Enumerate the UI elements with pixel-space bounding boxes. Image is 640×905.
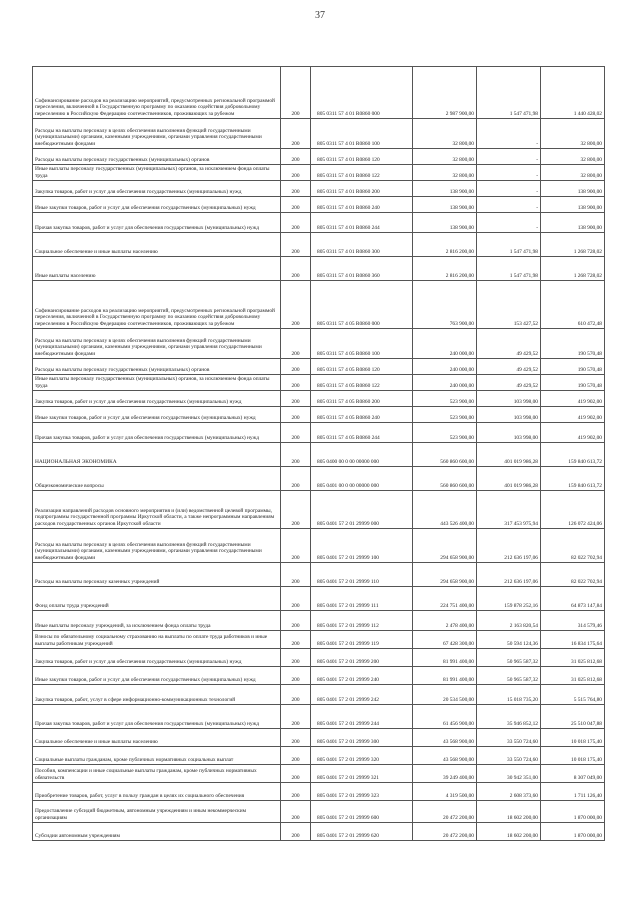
row-admin-code-cell: 200 xyxy=(281,529,311,563)
row-unexecuted-amount-cell: 419 902,00 xyxy=(541,407,605,423)
row-classification-code-cell: 805 0401 57 2 01 29999 111 xyxy=(311,587,413,611)
row-classification-code-cell: 805 0401 57 2 01 29999 200 xyxy=(311,649,413,667)
row-admin-code-cell: 200 xyxy=(281,443,311,467)
row-executed-amount-cell: 103 998,00 xyxy=(477,407,541,423)
row-name-cell: Прочая закупка товаров, работ и услуг для обеспечения государственных (муниципальных) нужд xyxy=(33,705,281,729)
row-unexecuted-amount-cell: 1 440 428,02 xyxy=(541,67,605,119)
row-approved-amount-cell: 523 900,00 xyxy=(413,391,477,407)
row-classification-code-cell: 805 0311 57 4 05 R0860 200 xyxy=(311,391,413,407)
row-admin-code-cell: 200 xyxy=(281,823,311,841)
row-admin-code-cell: 200 xyxy=(281,197,311,213)
row-executed-amount-cell: - xyxy=(477,213,541,233)
table-row xyxy=(33,329,605,359)
row-name-cell: Иные закупки товаров, работ и услуг для обеспечения государственных (муниципальных) нужд xyxy=(33,197,281,213)
row-approved-amount-cell: 39 249 400,00 xyxy=(413,765,477,783)
table-row xyxy=(33,467,605,491)
table-row xyxy=(33,823,605,841)
row-approved-amount-cell: 240 000,00 xyxy=(413,375,477,391)
row-approved-amount-cell: 294 658 900,00 xyxy=(413,563,477,587)
row-executed-amount-cell: 49 429,52 xyxy=(477,329,541,359)
row-executed-amount-cell: 49 429,52 xyxy=(477,359,541,375)
row-unexecuted-amount-cell: 82 022 702,94 xyxy=(541,563,605,587)
row-approved-amount-cell: 43 568 900,00 xyxy=(413,729,477,747)
row-unexecuted-amount-cell: 5 515 764,80 xyxy=(541,685,605,705)
row-executed-amount-cell: 35 946 852,12 xyxy=(477,705,541,729)
row-name-cell: Расходы на выплаты персоналу в целях обеспечения выполнения функций государственными (муниципальными) органами, казенными учреждениями, органами управления государственными внебюджетными фондами xyxy=(33,329,281,359)
table-row xyxy=(33,611,605,631)
row-executed-amount-cell: - xyxy=(477,149,541,165)
row-unexecuted-amount-cell: 190 570,48 xyxy=(541,359,605,375)
table-row xyxy=(33,149,605,165)
row-classification-code-cell: 805 0401 57 2 01 29999 240 xyxy=(311,667,413,685)
row-classification-code-cell: 805 0311 57 4 01 R0860 240 xyxy=(311,197,413,213)
row-name-cell: Предоставление субсидий бюджетным, автономным учреждениям и иным некоммерческим организациям xyxy=(33,801,281,823)
row-unexecuted-amount-cell: 32 800,00 xyxy=(541,119,605,149)
table-row xyxy=(33,67,605,119)
row-admin-code-cell: 200 xyxy=(281,747,311,765)
row-executed-amount-cell: 18 602 200,00 xyxy=(477,823,541,841)
row-approved-amount-cell: 240 000,00 xyxy=(413,359,477,375)
row-approved-amount-cell: 763 900,00 xyxy=(413,281,477,329)
row-classification-code-cell: 805 0401 57 2 01 29999 320 xyxy=(311,747,413,765)
row-classification-code-cell: 805 0311 57 4 05 R0860 120 xyxy=(311,359,413,375)
row-unexecuted-amount-cell: 32 800,00 xyxy=(541,165,605,181)
row-approved-amount-cell: 81 991 400,00 xyxy=(413,667,477,685)
row-approved-amount-cell: 2 816 200,00 xyxy=(413,257,477,281)
table-row xyxy=(33,685,605,705)
row-name-cell: Фонд оплаты труда учреждений xyxy=(33,587,281,611)
row-unexecuted-amount-cell: 10 018 175,40 xyxy=(541,729,605,747)
table-row xyxy=(33,197,605,213)
row-unexecuted-amount-cell: 419 902,00 xyxy=(541,391,605,407)
table-row xyxy=(33,705,605,729)
row-name-cell: Иные закупки товаров, работ и услуг для обеспечения государственных (муниципальных) нужд xyxy=(33,407,281,423)
row-classification-code-cell: 805 0401 57 2 01 29999 323 xyxy=(311,783,413,801)
row-classification-code-cell: 805 0311 57 4 01 R0860 100 xyxy=(311,119,413,149)
row-executed-amount-cell: 212 636 197,06 xyxy=(477,563,541,587)
row-classification-code-cell: 805 0401 57 2 01 29999 112 xyxy=(311,611,413,631)
row-classification-code-cell: 805 0311 57 4 01 R0860 244 xyxy=(311,213,413,233)
table-row xyxy=(33,233,605,257)
row-unexecuted-amount-cell: 64 873 147,84 xyxy=(541,587,605,611)
row-admin-code-cell: 200 xyxy=(281,213,311,233)
row-name-cell: Прочая закупка товаров, работ и услуг для обеспечения государственных (муниципальных) нужд xyxy=(33,213,281,233)
row-classification-code-cell: 805 0401 57 2 01 29999 100 xyxy=(311,529,413,563)
row-unexecuted-amount-cell: 138 900,00 xyxy=(541,181,605,197)
row-name-cell: Закупка товаров, работ и услуг для обеспечения государственных (муниципальных) нужд xyxy=(33,649,281,667)
row-name-cell: Иные закупки товаров, работ и услуг для обеспечения государственных (муниципальных) нужд xyxy=(33,667,281,685)
row-name-cell: Расходы на выплаты персоналу в целях обеспечения выполнения функций государственными (муниципальными) органами, казенными учреждениями, органами управления государственными внебюджетными фондами xyxy=(33,119,281,149)
row-admin-code-cell: 200 xyxy=(281,587,311,611)
row-admin-code-cell: 200 xyxy=(281,705,311,729)
row-classification-code-cell: 805 0401 57 2 01 29999 119 xyxy=(311,631,413,649)
row-admin-code-cell: 200 xyxy=(281,149,311,165)
row-executed-amount-cell: 1 547 471,98 xyxy=(477,257,541,281)
row-classification-code-cell: 805 0311 57 4 05 R0860 244 xyxy=(311,423,413,443)
budget-table-body xyxy=(33,67,605,841)
row-executed-amount-cell: 103 998,00 xyxy=(477,391,541,407)
row-classification-code-cell: 805 0311 57 4 05 R0860 240 xyxy=(311,407,413,423)
row-admin-code-cell: 200 xyxy=(281,631,311,649)
table-row xyxy=(33,491,605,529)
row-name-cell: Софинансирование расходов на реализацию мероприятий, предусмотренных региональной программой переселения, включенной в Государственную программу по оказанию содействия добровольному переселению в Российскую Федерацию соотечественников, проживающих за рубежом xyxy=(33,67,281,119)
row-name-cell: Расходы на выплаты персоналу государственных (муниципальных) органов xyxy=(33,149,281,165)
row-admin-code-cell: 200 xyxy=(281,391,311,407)
row-approved-amount-cell: 240 000,00 xyxy=(413,329,477,359)
table-row xyxy=(33,375,605,391)
row-name-cell: Взносы по обязательному социальному страхованию на выплаты по оплате труда работников и иные выплаты работникам учреждений xyxy=(33,631,281,649)
row-approved-amount-cell: 32 800,00 xyxy=(413,149,477,165)
row-approved-amount-cell: 4 319 500,00 xyxy=(413,783,477,801)
row-executed-amount-cell: 33 550 724,60 xyxy=(477,729,541,747)
table-row xyxy=(33,783,605,801)
row-unexecuted-amount-cell: 159 840 613,72 xyxy=(541,467,605,491)
table-row xyxy=(33,119,605,149)
row-executed-amount-cell: 15 018 735,20 xyxy=(477,685,541,705)
row-classification-code-cell: 805 0311 57 4 01 R0860 000 xyxy=(311,67,413,119)
row-name-cell: Общеэкономические вопросы xyxy=(33,467,281,491)
row-approved-amount-cell: 20 472 200,00 xyxy=(413,801,477,823)
row-executed-amount-cell: 103 998,00 xyxy=(477,423,541,443)
row-name-cell: Закупка товаров, работ и услуг для обеспечения государственных (муниципальных) нужд xyxy=(33,391,281,407)
row-executed-amount-cell: - xyxy=(477,165,541,181)
row-admin-code-cell: 200 xyxy=(281,407,311,423)
row-classification-code-cell: 805 0401 57 2 01 29999 242 xyxy=(311,685,413,705)
row-unexecuted-amount-cell: 25 510 047,88 xyxy=(541,705,605,729)
row-name-cell: Иные выплаты населению xyxy=(33,257,281,281)
row-approved-amount-cell: 443 526 400,00 xyxy=(413,491,477,529)
row-name-cell: Расходы на выплаты персоналу государственных (муниципальных) органов xyxy=(33,359,281,375)
row-approved-amount-cell: 560 860 600,00 xyxy=(413,443,477,467)
row-unexecuted-amount-cell: 190 570,48 xyxy=(541,329,605,359)
budget-table xyxy=(32,66,605,841)
row-unexecuted-amount-cell: 419 902,00 xyxy=(541,423,605,443)
row-approved-amount-cell: 67 428 300,00 xyxy=(413,631,477,649)
row-approved-amount-cell: 224 751 400,00 xyxy=(413,587,477,611)
row-classification-code-cell: 805 0401 57 2 01 29999 244 xyxy=(311,705,413,729)
row-unexecuted-amount-cell: 159 840 613,72 xyxy=(541,443,605,467)
row-unexecuted-amount-cell: 31 025 812,68 xyxy=(541,667,605,685)
row-approved-amount-cell: 138 900,00 xyxy=(413,181,477,197)
row-admin-code-cell: 200 xyxy=(281,119,311,149)
row-name-cell: Субсидии автономным учреждениям xyxy=(33,823,281,841)
row-unexecuted-amount-cell: 32 800,00 xyxy=(541,149,605,165)
table-row xyxy=(33,587,605,611)
table-row xyxy=(33,423,605,443)
row-admin-code-cell: 200 xyxy=(281,281,311,329)
row-classification-code-cell: 805 0400 00 0 00 00000 000 xyxy=(311,443,413,467)
row-admin-code-cell: 200 xyxy=(281,491,311,529)
row-name-cell: НАЦИОНАЛЬНАЯ ЭКОНОМИКА xyxy=(33,443,281,467)
row-classification-code-cell: 805 0311 57 4 05 R0860 100 xyxy=(311,329,413,359)
row-name-cell: Расходы на выплаты персоналу казенных учреждений xyxy=(33,563,281,587)
row-admin-code-cell: 200 xyxy=(281,375,311,391)
row-approved-amount-cell: 2 478 400,00 xyxy=(413,611,477,631)
row-approved-amount-cell: 523 900,00 xyxy=(413,407,477,423)
page-number: 37 xyxy=(315,10,325,21)
row-admin-code-cell: 200 xyxy=(281,165,311,181)
table-row xyxy=(33,391,605,407)
table-row xyxy=(33,631,605,649)
row-unexecuted-amount-cell: 1 268 728,02 xyxy=(541,257,605,281)
row-unexecuted-amount-cell: 10 018 175,40 xyxy=(541,747,605,765)
row-executed-amount-cell: 30 942 351,00 xyxy=(477,765,541,783)
row-approved-amount-cell: 523 900,00 xyxy=(413,423,477,443)
row-executed-amount-cell: - xyxy=(477,119,541,149)
row-name-cell: Социальное обеспечение и иные выплаты населению xyxy=(33,729,281,747)
row-approved-amount-cell: 32 800,00 xyxy=(413,165,477,181)
row-approved-amount-cell: 2 987 900,00 xyxy=(413,67,477,119)
row-name-cell: Иные выплаты персоналу учреждений, за исключением фонда оплаты труда xyxy=(33,611,281,631)
table-row xyxy=(33,747,605,765)
table-row xyxy=(33,563,605,587)
row-executed-amount-cell: 153 427,52 xyxy=(477,281,541,329)
row-classification-code-cell: 805 0401 57 2 01 29999 620 xyxy=(311,823,413,841)
table-row xyxy=(33,729,605,747)
row-admin-code-cell: 200 xyxy=(281,67,311,119)
table-row xyxy=(33,443,605,467)
row-classification-code-cell: 805 0401 00 0 00 00000 000 xyxy=(311,467,413,491)
row-admin-code-cell: 200 xyxy=(281,181,311,197)
row-executed-amount-cell: 50 594 124,36 xyxy=(477,631,541,649)
row-unexecuted-amount-cell: 16 834 175,64 xyxy=(541,631,605,649)
row-admin-code-cell: 200 xyxy=(281,611,311,631)
row-name-cell: Социальное обеспечение и иные выплаты населению xyxy=(33,233,281,257)
row-admin-code-cell: 200 xyxy=(281,233,311,257)
row-executed-amount-cell: 1 547 471,98 xyxy=(477,67,541,119)
row-executed-amount-cell: 49 429,52 xyxy=(477,375,541,391)
row-approved-amount-cell: 43 568 900,00 xyxy=(413,747,477,765)
row-admin-code-cell: 200 xyxy=(281,685,311,705)
row-approved-amount-cell: 32 800,00 xyxy=(413,119,477,149)
row-executed-amount-cell: 33 550 724,60 xyxy=(477,747,541,765)
row-executed-amount-cell: 401 019 986,28 xyxy=(477,467,541,491)
row-approved-amount-cell: 138 900,00 xyxy=(413,213,477,233)
row-name-cell: Закупка товаров, работ и услуг для обеспечения государственных (муниципальных) нужд xyxy=(33,181,281,197)
row-executed-amount-cell: 50 965 587,32 xyxy=(477,649,541,667)
row-name-cell: Социальные выплаты гражданам, кроме публичных нормативных социальных выплат xyxy=(33,747,281,765)
row-classification-code-cell: 805 0401 57 2 01 29999 110 xyxy=(311,563,413,587)
row-name-cell: Закупка товаров, работ, услуг в сфере информационно-коммуникационных технологий xyxy=(33,685,281,705)
row-admin-code-cell: 200 xyxy=(281,667,311,685)
row-unexecuted-amount-cell: 126 072 424,06 xyxy=(541,491,605,529)
table-row xyxy=(33,765,605,783)
row-name-cell: Расходы на выплаты персоналу в целях обеспечения выполнения функций государственными (муниципальными) органами, казенными учреждениями, органами управления государственными внебюджетными фондами xyxy=(33,529,281,563)
row-unexecuted-amount-cell: 8 307 049,00 xyxy=(541,765,605,783)
row-classification-code-cell: 805 0311 57 4 05 R0860 000 xyxy=(311,281,413,329)
row-admin-code-cell: 200 xyxy=(281,359,311,375)
row-executed-amount-cell: 50 965 587,32 xyxy=(477,667,541,685)
table-row xyxy=(33,281,605,329)
row-unexecuted-amount-cell: 82 022 702,94 xyxy=(541,529,605,563)
row-classification-code-cell: 805 0311 57 4 01 R0860 200 xyxy=(311,181,413,197)
row-admin-code-cell: 200 xyxy=(281,467,311,491)
row-classification-code-cell: 805 0311 57 4 01 R0860 120 xyxy=(311,149,413,165)
row-admin-code-cell: 200 xyxy=(281,765,311,783)
row-classification-code-cell: 805 0401 57 2 01 29999 000 xyxy=(311,491,413,529)
row-executed-amount-cell: 401 019 986,28 xyxy=(477,443,541,467)
row-unexecuted-amount-cell: 138 900,00 xyxy=(541,197,605,213)
row-classification-code-cell: 805 0311 57 4 01 R0860 360 xyxy=(311,257,413,281)
table-row xyxy=(33,801,605,823)
table-row xyxy=(33,529,605,563)
row-admin-code-cell: 200 xyxy=(281,563,311,587)
row-approved-amount-cell: 20 472 200,00 xyxy=(413,823,477,841)
row-name-cell: Софинансирование расходов на реализацию мероприятий, предусмотренных региональной программой переселения, включенной в Государственную программу по оказанию содействия добровольному переселению в Российскую Федерацию соотечественников, проживающих за рубежом xyxy=(33,281,281,329)
row-name-cell: Приобретение товаров, работ, услуг в пользу граждан в целях их социального обеспечения xyxy=(33,783,281,801)
table-row xyxy=(33,649,605,667)
row-approved-amount-cell: 61 456 900,00 xyxy=(413,705,477,729)
row-executed-amount-cell: 1 547 471,98 xyxy=(477,233,541,257)
row-classification-code-cell: 805 0311 57 4 01 R0860 300 xyxy=(311,233,413,257)
row-name-cell: Реализация направлений расходов основного мероприятия и (или) ведомственной целевой программы, подпрограммы государственной программы Иркутской области, а также непрограммным направлениям расходов государственных органов Иркутской области xyxy=(33,491,281,529)
row-approved-amount-cell: 81 991 400,00 xyxy=(413,649,477,667)
row-admin-code-cell: 200 xyxy=(281,649,311,667)
row-executed-amount-cell: - xyxy=(477,197,541,213)
row-approved-amount-cell: 138 900,00 xyxy=(413,197,477,213)
row-name-cell: Прочая закупка товаров, работ и услуг для обеспечения государственных (муниципальных) нужд xyxy=(33,423,281,443)
table-row xyxy=(33,181,605,197)
row-admin-code-cell: 200 xyxy=(281,257,311,281)
row-executed-amount-cell: 2 608 373,60 xyxy=(477,783,541,801)
table-row xyxy=(33,213,605,233)
row-unexecuted-amount-cell: 31 025 812,68 xyxy=(541,649,605,667)
row-executed-amount-cell: 212 636 197,06 xyxy=(477,529,541,563)
row-classification-code-cell: 805 0401 57 2 01 29999 321 xyxy=(311,765,413,783)
row-executed-amount-cell: 317 453 975,94 xyxy=(477,491,541,529)
row-unexecuted-amount-cell: 1 711 126,40 xyxy=(541,783,605,801)
row-admin-code-cell: 200 xyxy=(281,783,311,801)
row-admin-code-cell: 200 xyxy=(281,423,311,443)
row-executed-amount-cell: - xyxy=(477,181,541,197)
row-admin-code-cell: 200 xyxy=(281,801,311,823)
row-approved-amount-cell: 20 534 500,00 xyxy=(413,685,477,705)
table-row xyxy=(33,359,605,375)
row-unexecuted-amount-cell: 138 900,00 xyxy=(541,213,605,233)
row-unexecuted-amount-cell: 1 870 000,00 xyxy=(541,801,605,823)
row-name-cell: Иные выплаты персоналу государственных (муниципальных) органов, за исключением фонда оплаты труда xyxy=(33,165,281,181)
row-unexecuted-amount-cell: 610 472,48 xyxy=(541,281,605,329)
row-approved-amount-cell: 294 658 900,00 xyxy=(413,529,477,563)
row-approved-amount-cell: 2 816 200,00 xyxy=(413,233,477,257)
row-name-cell: Пособия, компенсации и иные социальные выплаты гражданам, кроме публичных нормативных обязательств xyxy=(33,765,281,783)
row-unexecuted-amount-cell: 1 268 728,02 xyxy=(541,233,605,257)
row-classification-code-cell: 805 0311 57 4 01 R0860 122 xyxy=(311,165,413,181)
row-unexecuted-amount-cell: 1 870 000,00 xyxy=(541,823,605,841)
row-executed-amount-cell: 18 602 200,00 xyxy=(477,801,541,823)
row-classification-code-cell: 805 0401 57 2 01 29999 600 xyxy=(311,801,413,823)
row-executed-amount-cell: 2 163 820,54 xyxy=(477,611,541,631)
row-classification-code-cell: 805 0401 57 2 01 29999 300 xyxy=(311,729,413,747)
row-admin-code-cell: 200 xyxy=(281,329,311,359)
table-row xyxy=(33,407,605,423)
row-admin-code-cell: 200 xyxy=(281,729,311,747)
table-row xyxy=(33,257,605,281)
row-classification-code-cell: 805 0311 57 4 05 R0860 122 xyxy=(311,375,413,391)
table-row xyxy=(33,165,605,181)
row-approved-amount-cell: 560 860 600,00 xyxy=(413,467,477,491)
row-unexecuted-amount-cell: 314 579,46 xyxy=(541,611,605,631)
table-row xyxy=(33,667,605,685)
row-executed-amount-cell: 159 878 252,16 xyxy=(477,587,541,611)
row-name-cell: Иные выплаты персоналу государственных (муниципальных) органов, за исключением фонда оплаты труда xyxy=(33,375,281,391)
row-unexecuted-amount-cell: 190 570,48 xyxy=(541,375,605,391)
